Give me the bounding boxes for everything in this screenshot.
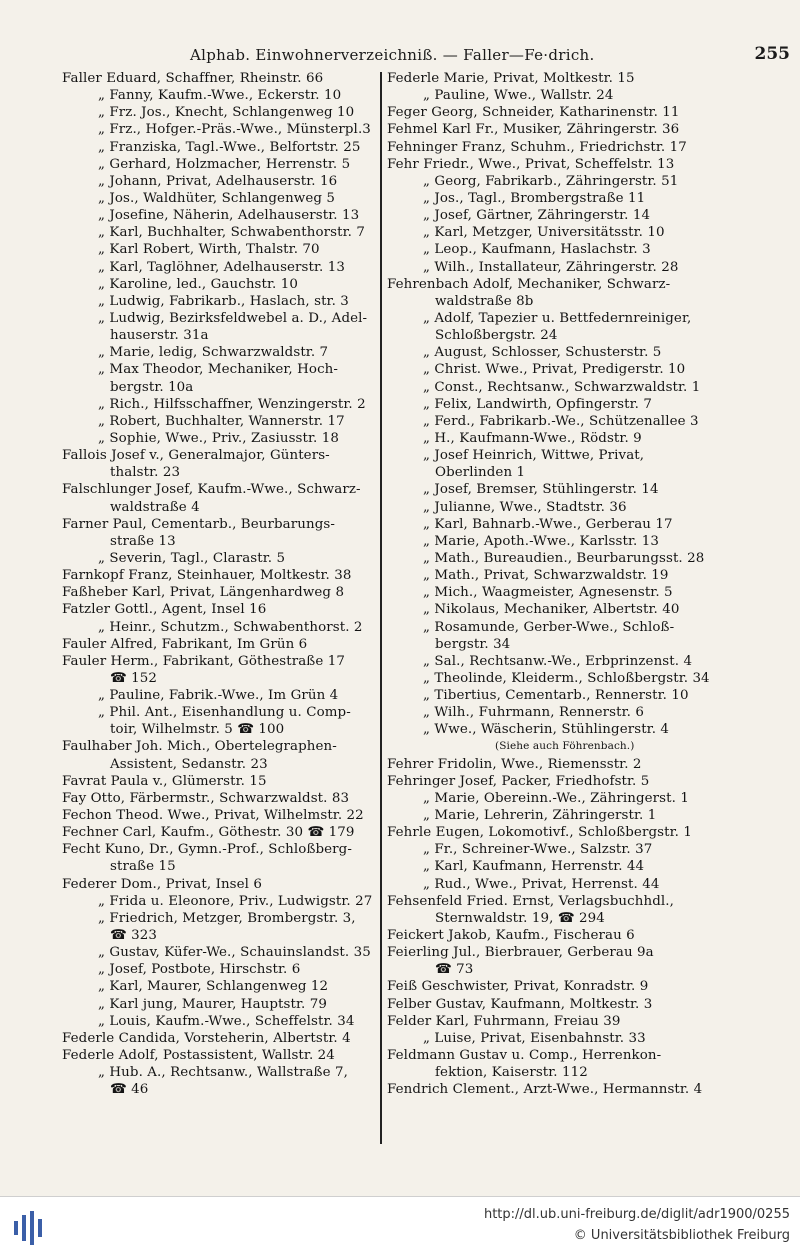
directory-entry: „ Sophie, Wwe., Priv., Zasiusstr. 18 [98,430,339,446]
directory-entry: „ Math., Bureaudien., Beurbarungsst. 28 [423,550,705,566]
directory-entry: „ Karoline, led., Gauchstr. 10 [98,276,298,292]
directory-entry: hauserstr. 31a [110,328,209,344]
directory-entry: Faßheber Karl, Privat, Längenhardweg 8 [62,585,345,601]
directory-entry: Feldmann Gustav u. Comp., Herrenkon- [387,1048,662,1064]
page-header [0,40,800,70]
directory-entry: (Siehe auch Föhrenbach.) [495,740,635,753]
directory-entry: Farnkopf Franz, Steinhauer, Moltkestr. 38 [62,568,352,584]
directory-entry: „ Tibertius, Cementarb., Rennerstr. 10 [423,688,689,704]
directory-entry: „ Marie, Apoth.-Wwe., Karlsstr. 13 [423,533,659,549]
directory-entry: „ Robert, Buchhalter, Wannerstr. 17 [98,413,345,429]
copyright-notice: © Universitätsbibliothek Freiburg [573,1228,790,1243]
directory-entry: Fauler Herm., Fabrikant, Göthestraße 17 [62,653,345,669]
directory-entry: Fendrich Clement., Arzt-Wwe., Hermannstr. 4 [387,1082,703,1098]
directory-entry: „ Jos., Tagl., Brombergstraße 11 [423,190,646,206]
directory-entry: „ Jos., Waldhüter, Schlangenweg 5 [98,190,336,206]
directory-entry: Fehsenfeld Fried. Ernst, Verlagsbuchhdl., [387,893,674,909]
directory-entry: Feger Georg, Schneider, Katharinenstr. 11 [387,105,680,121]
directory-entry: Faulhaber Joh. Mich., Obertelegraphen- [62,739,337,755]
directory-entry: fektion, Kaiserstr. 112 [435,1065,588,1081]
directory-entry: „ Rich., Hilfsschaffner, Wenzingerstr. 2 [98,396,366,412]
directory-entry: toir, Wilhelmstr. 5 ☎ 100 [110,722,285,738]
permalink-url[interactable]: http://dl.ub.uni-freiburg.de/diglit/adr1900/0255 [483,1207,790,1222]
directory-entry: „ Karl, Kaufmann, Herrenstr. 44 [423,859,645,875]
directory-entry: „ Johann, Privat, Adelhauserstr. 16 [98,173,338,189]
directory-entry: Felder Karl, Fuhrmann, Freiau 39 [387,1013,621,1029]
directory-entry: Feierling Jul., Bierbrauer, Gerberau 9a [387,945,654,961]
directory-entry: Fallois Josef v., Generalmajor, Günters- [62,448,330,464]
directory-entry: Fehringer Josef, Packer, Friedhofstr. 5 [387,773,650,789]
directory-entry: „ Theolinde, Kleiderm., Schloßbergstr. 34 [423,670,710,686]
directory-entry: „ Pauline, Wwe., Wallstr. 24 [423,88,614,104]
directory-entry: „ Wilh., Fuhrmann, Rennerstr. 6 [423,705,644,721]
directory-entry: Fay Otto, Färbermstr., Schwarzwaldst. 83 [62,790,350,806]
column-divider [380,72,382,1144]
directory-entry: waldstraße 8b [435,293,534,309]
directory-entry: Falschlunger Josef, Kaufm.-Wwe., Schwarz- [62,482,361,498]
directory-entry: „ Frz., Hofger.-Präs.-Wwe., Münsterpl.3 [98,122,371,138]
directory-entry: Fehr Friedr., Wwe., Privat, Scheffelstr. 13 [387,156,675,172]
directory-entry: Faller Eduard, Schaffner, Rheinstr. 66 [62,71,324,86]
directory-entry: waldstraße 4 [110,499,200,515]
directory-entry: „ Marie, ledig, Schwarzwaldstr. 7 [98,345,329,361]
directory-entry: straße 15 [110,859,176,875]
directory-entry: ☎ 152 [110,670,157,686]
directory-entry: „ Const., Rechtsanw., Schwarzwaldstr. 1 [423,379,701,395]
right-column [387,70,795,1098]
directory-entry: „ Karl Robert, Wirth, Thalstr. 70 [98,242,320,258]
directory-entry: „ Ludwig, Fabrikarb., Haslach, str. 3 [98,293,349,309]
directory-entry: „ Frz. Jos., Knecht, Schlangenweg 10 [98,105,355,121]
directory-entry: Federle Adolf, Postassistent, Wallstr. 24 [62,1048,335,1064]
directory-entry: „ Severin, Tagl., Clarastr. 5 [98,550,286,566]
directory-entry: „ Rud., Wwe., Privat, Herrenst. 44 [423,876,660,892]
directory-entry: „ Gerhard, Holzmacher, Herrenstr. 5 [98,156,351,172]
directory-entry: Felber Gustav, Kaufmann, Moltkestr. 3 [387,996,653,1012]
directory-entry: Fehrer Fridolin, Wwe., Riemensstr. 2 [387,756,642,772]
directory-entry: Feickert Jakob, Kaufm., Fischerau 6 [387,928,635,944]
directory-entry: „ Leop., Kaufmann, Haslachstr. 3 [423,242,651,258]
directory-entry: Fehrle Eugen, Lokomotivf., Schloßbergstr. 1 [387,825,692,841]
left-column [62,70,376,1098]
directory-entry: „ Luise, Privat, Eisenbahnstr. 33 [423,1030,646,1046]
directory-entry: „ Julianne, Wwe., Stadtstr. 36 [423,499,627,515]
directory-entry: „ Nikolaus, Mechaniker, Albertstr. 40 [423,602,680,618]
directory-entry: „ Max Theodor, Mechaniker, Hoch- [98,362,339,378]
directory-entry: thalstr. 23 [110,465,181,481]
directory-entry: „ Friedrich, Metzger, Brombergstr. 3, [98,910,356,926]
directory-entry: „ Hub. A., Rechtsanw., Wallstraße 7, [98,1065,348,1081]
directory-entry: Fehrenbach Adolf, Mechaniker, Schwarz- [387,276,671,292]
directory-entry: „ Rosamunde, Gerber-Wwe., Schloß- [423,619,675,635]
directory-entry: Federle Marie, Privat, Moltkestr. 15 [387,71,635,86]
directory-entry: „ Josef Heinrich, Wittwe, Privat, [423,448,645,464]
directory-entry: „ Sal., Rechtsanw.-We., Erbprinzenst. 4 [423,653,693,669]
directory-entry: „ Karl, Taglöhner, Adelhauserstr. 13 [98,259,345,275]
directory-entry: „ Phil. Ant., Eisenhandlung u. Comp- [98,705,351,721]
directory-entry: „ Karl, Metzger, Universitätsstr. 10 [423,225,665,241]
directory-entry: „ Fr., Schreiner-Wwe., Salzstr. 37 [423,842,653,858]
directory-entry: bergstr. 34 [435,636,511,652]
university-logo-icon [14,1211,44,1245]
directory-entry: bergstr. 10a [110,379,194,395]
directory-entry: „ Josefine, Näherin, Adelhauserstr. 13 [98,208,360,224]
directory-entry: „ Karl, Buchhalter, Schwabenthorstr. 7 [98,225,365,241]
directory-entry: Sternwaldstr. 19, ☎ 294 [435,910,605,926]
directory-entry: „ Louis, Kaufm.-Wwe., Scheffelstr. 34 [98,1013,355,1029]
directory-entry: „ Math., Privat, Schwarzwaldstr. 19 [423,568,669,584]
directory-entry: „ Wwe., Wäscherin, Stühlingerstr. 4 [423,722,670,738]
directory-entry: straße 13 [110,533,176,549]
directory-entry: „ Josef, Gärtner, Zähringerstr. 14 [423,208,651,224]
directory-entry: Fatzler Gottl., Agent, Insel 16 [62,602,267,618]
directory-entry: „ Josef, Postbote, Hirschstr. 6 [98,962,301,978]
directory-entry: „ H., Kaufmann-Wwe., Rödstr. 9 [423,430,642,446]
directory-entry: „ Mich., Waagmeister, Agnesenstr. 5 [423,585,673,601]
directory-entry: ☎ 73 [435,962,474,978]
directory-entry: „ Frida u. Eleonore, Priv., Ludwigstr. 27 [98,893,373,909]
directory-entry: „ Pauline, Fabrik.-Wwe., Im Grün 4 [98,688,339,704]
directory-entry: Fechner Carl, Kaufm., Göthestr. 30 ☎ 179 [62,825,355,841]
directory-entry: „ Fanny, Kaufm.-Wwe., Eckerstr. 10 [98,88,342,104]
directory-entry: „ Karl, Maurer, Schlangenweg 12 [98,979,329,995]
directory-entry: „ Josef, Bremser, Stühlingerstr. 14 [423,482,659,498]
directory-entry: Fecht Kuno, Dr., Gymn.-Prof., Schloßberg- [62,842,352,858]
directory-entry: „ August, Schlosser, Schusterstr. 5 [423,345,662,361]
directory-entry: ☎ 46 [110,1082,149,1098]
directory-entry: „ Georg, Fabrikarb., Zähringerstr. 51 [423,173,679,189]
directory-entry: „ Ludwig, Bezirksfeldwebel a. D., Adel- [98,310,368,326]
directory-entry: Federer Dom., Privat, Insel 6 [62,876,263,892]
directory-entry: „ Karl jung, Maurer, Hauptstr. 79 [98,996,327,1012]
directory-entry: „ Heinr., Schutzm., Schwabenthorst. 2 [98,619,363,635]
directory-entry: „ Felix, Landwirth, Opfingerstr. 7 [423,396,652,412]
directory-entry: „ Ferd., Fabrikarb.-We., Schützenallee 3 [423,413,699,429]
directory-entry: „ Marie, Lehrerin, Zähringerstr. 1 [423,808,657,824]
directory-entry: „ Karl, Bahnarb.-Wwe., Gerberau 17 [423,516,673,532]
directory-entry: Fehninger Franz, Schuhm., Friedrichstr. 17 [387,139,687,155]
directory-entry: „ Adolf, Tapezier u. Bettfedernreiniger, [423,310,692,326]
directory-entry: „ Gustav, Küfer-We., Schauinslandst. 35 [98,945,371,961]
directory-entry: Favrat Paula v., Glümerstr. 15 [62,773,267,789]
directory-entry: Schloßbergstr. 24 [435,328,558,344]
directory-entry: ☎ 323 [110,928,157,944]
directory-entry: „ Marie, Obereinn.-We., Zähringerst. 1 [423,790,689,806]
page-number: 255 [754,44,790,64]
directory-entry: „ Franziska, Tagl.-Wwe., Belfortstr. 25 [98,139,361,155]
directory-entry: Oberlinden 1 [435,465,526,481]
directory-entry: Farner Paul, Cementarb., Beurbarungs- [62,516,335,532]
directory-entry: Fauler Alfred, Fabrikant, Im Grün 6 [62,636,308,652]
running-title: Alphab. Einwohnerverzeichniß. — Faller—Fe·drich. [190,46,595,64]
viewer-footer [0,1196,800,1255]
directory-entry: Fehmel Karl Fr., Musiker, Zähringerstr. 36 [387,122,680,138]
directory-entry: „ Christ. Wwe., Privat, Predigerstr. 10 [423,362,686,378]
directory-entry: Fechon Theod. Wwe., Privat, Wilhelmstr. 22 [62,808,364,824]
directory-entry: Feiß Geschwister, Privat, Konradstr. 9 [387,979,649,995]
directory-entry: Federle Candida, Vorsteherin, Albertstr. 4 [62,1030,351,1046]
directory-entry: Assistent, Sedanstr. 23 [110,756,268,772]
directory-entry: „ Wilh., Installateur, Zähringerstr. 28 [423,259,679,275]
